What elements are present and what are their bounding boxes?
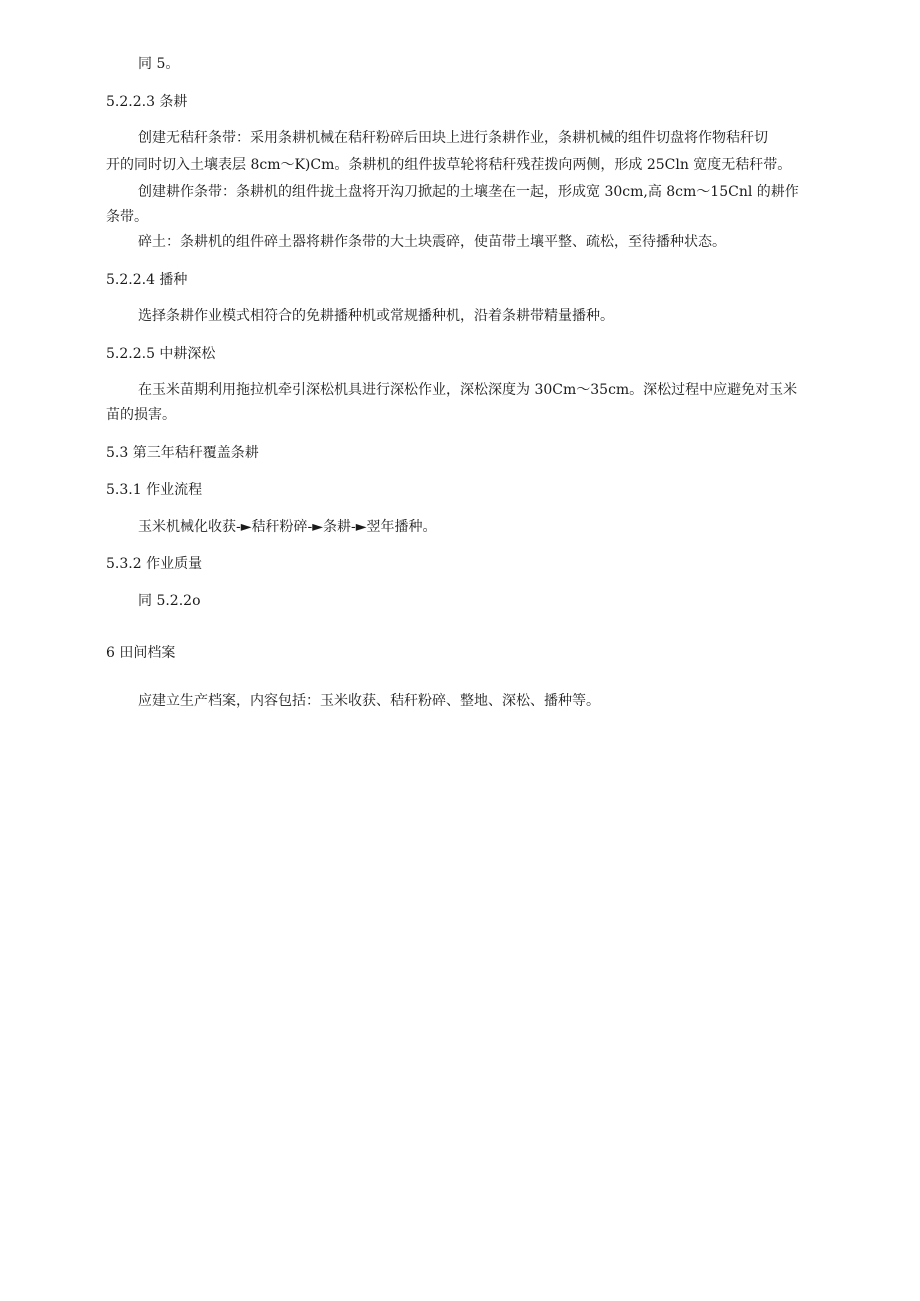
paragraph-workflow: 玉米机械化收获-►秸秆粉碎-►条耕-►翌年播种。 <box>138 519 437 535</box>
paragraph-deep-loosening: 在玉米苗期利用拖拉机牵引深松机具进行深松作业，深松深度为 30Cm～35cm。深松过程中应避免对玉米 <box>138 382 798 398</box>
paragraph-create-tillage-strip: 创建耕作条带：条耕机的组件拢土盘将开沟刀掀起的土壤垄在一起，形成宽 30cm,高 8cm～15Cnl 的耕作 <box>138 184 799 200</box>
paragraph-create-tillage-strip-continued: 条带。 <box>106 209 148 225</box>
paragraph-create-no-straw-strip: 创建无秸秆条带：采用条耕机械在秸秆粉碎后田块上进行条耕作业，条耕机械的组件切盘将作物秸秆切 <box>138 130 768 146</box>
paragraph-same-as-5: 同 5。 <box>138 56 180 72</box>
section-heading-5-2-2-3: 5.2.2.3 条耕 <box>106 94 188 110</box>
paragraph-field-records: 应建立生产档案，内容包括：玉米收获、秸秆粉碎、整地、深松、播种等。 <box>138 693 600 709</box>
paragraph-same-as-5-2-2: 同 5.2.2o <box>138 593 201 609</box>
paragraph-crush-soil: 碎土：条耕机的组件碎土器将耕作条带的大土块震碎，使苗带土壤平整、疏松，至待播种状态。 <box>138 234 726 250</box>
section-heading-5-2-2-5: 5.2.2.5 中耕深松 <box>106 346 216 362</box>
section-heading-5-3-1: 5.3.1 作业流程 <box>106 482 203 498</box>
section-heading-5-3: 5.3 第三年秸秆覆盖条耕 <box>106 445 259 461</box>
section-heading-5-2-2-4: 5.2.2.4 播种 <box>106 272 188 288</box>
paragraph-deep-loosening-continued: 苗的损害。 <box>106 407 176 423</box>
section-heading-6: 6 田间档案 <box>106 645 176 661</box>
section-heading-5-3-2: 5.3.2 作业质量 <box>106 556 203 572</box>
paragraph-create-no-straw-strip-continued: 开的同时切入土壤表层 8cm～K)Cm。条耕机的组件拔草轮将秸秆残茬拨向两侧，形成 25Cln 宽度无秸秆带。 <box>106 157 792 173</box>
paragraph-sowing: 选择条耕作业模式相符合的免耕播种机或常规播种机，沿着条耕带精量播种。 <box>138 308 614 324</box>
